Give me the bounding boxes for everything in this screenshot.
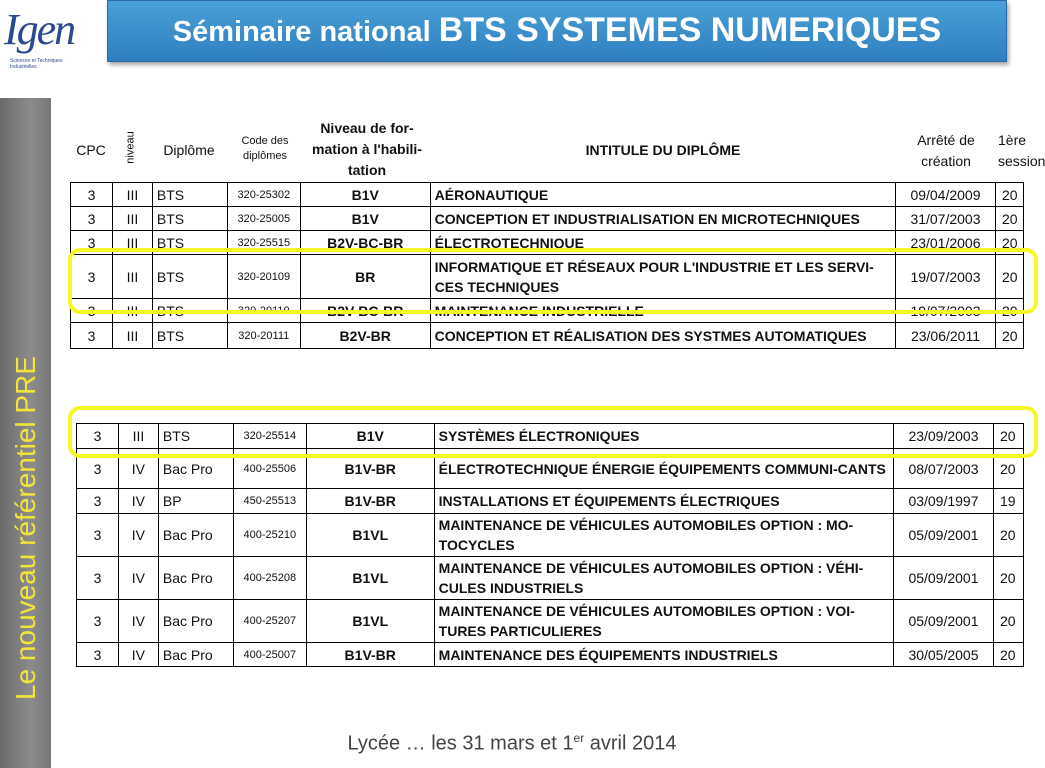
cell-cpc: 3	[71, 255, 113, 299]
highlight-se-row	[68, 406, 1038, 458]
cell-date: 09/04/2009	[896, 183, 996, 207]
cell-diplome: BTS	[158, 424, 233, 449]
cell-niveau: III	[112, 207, 152, 231]
cell-cpc: 3	[77, 514, 119, 557]
cell-diplome: BTS	[152, 207, 227, 231]
cell-diplome: BTS	[152, 299, 227, 323]
cell-diplome: Bac Pro	[158, 557, 233, 600]
cell-habilitation: B1V-BR	[306, 643, 434, 667]
cell-intitule: MAINTENANCE DE VÉHICULES AUTOMOBILES OPTION : VÉHI-CULES INDUSTRIELS	[434, 557, 893, 600]
cell-cpc: 3	[77, 600, 119, 643]
cell-code: 320-20110	[227, 299, 300, 323]
cell-cpc: 3	[77, 489, 119, 514]
cell-cpc: 3	[71, 231, 113, 255]
cell-diplome: Bac Pro	[158, 600, 233, 643]
cell-date: 08/07/2003	[894, 449, 994, 489]
diploma-table-2	[76, 423, 1024, 667]
cell-session: 20	[993, 643, 1023, 667]
cell-date: 05/09/2001	[894, 600, 994, 643]
cell-code: 400-25007	[233, 643, 306, 667]
cell-session: 20	[995, 231, 1023, 255]
header-diplome: Diplôme	[163, 142, 215, 158]
cell-niveau: III	[112, 255, 152, 299]
table-row	[77, 600, 1024, 643]
header-code: Code des diplômes	[241, 135, 289, 162]
table-row	[77, 643, 1024, 667]
cell-niveau: III	[118, 424, 158, 449]
cell-code: 400-25506	[233, 449, 306, 489]
footer-superscript: er	[573, 731, 585, 745]
cell-niveau: III	[112, 323, 152, 349]
cell-niveau: IV	[118, 489, 158, 514]
cell-date: 23/09/2003	[894, 424, 994, 449]
cell-diplome: BTS	[152, 183, 227, 207]
cell-session: 20	[993, 600, 1023, 643]
table-row	[71, 207, 1024, 231]
cell-cpc: 3	[77, 557, 119, 600]
cell-session: 20	[995, 183, 1023, 207]
table-row	[77, 489, 1024, 514]
cell-habilitation: B1VL	[306, 600, 434, 643]
table-row	[77, 514, 1024, 557]
cell-habilitation: B2V-BC-BR	[300, 231, 430, 255]
cell-intitule: SYSTÈMES ÉLECTRONIQUES	[434, 424, 893, 449]
cell-diplome: Bac Pro	[158, 449, 233, 489]
table-row	[71, 323, 1024, 349]
cell-date: 23/01/2006	[896, 231, 996, 255]
side-bar	[0, 98, 51, 768]
header-niveau: niveau	[124, 131, 137, 164]
cell-cpc: 3	[71, 183, 113, 207]
cell-habilitation: B1V-BR	[306, 449, 434, 489]
cell-diplome: BP	[158, 489, 233, 514]
cell-diplome: BTS	[152, 323, 227, 349]
page-title	[108, 11, 1006, 50]
cell-niveau: IV	[118, 643, 158, 667]
cell-code: 400-25208	[233, 557, 306, 600]
cell-cpc: 3	[71, 299, 113, 323]
footer-prefix: Lycée … les 31 mars et 1	[347, 732, 574, 755]
cell-intitule: MAINTENANCE INDUSTRIELLE	[430, 299, 895, 323]
cell-date: 05/09/2001	[894, 514, 994, 557]
cell-intitule: INSTALLATIONS ET ÉQUIPEMENTS ÉLECTRIQUES	[434, 489, 893, 514]
cell-niveau: IV	[118, 449, 158, 489]
footer-caption	[0, 731, 1024, 756]
cell-date: 03/09/1997	[894, 489, 994, 514]
cell-cpc: 3	[77, 449, 119, 489]
cell-cpc: 3	[71, 207, 113, 231]
cell-code: 400-25210	[233, 514, 306, 557]
cell-habilitation: BR	[300, 255, 430, 299]
cell-session: 20	[993, 424, 1023, 449]
cell-cpc: 3	[71, 323, 113, 349]
cell-intitule: CONCEPTION ET INDUSTRIALISATION EN MICROTECHNIQUES	[430, 207, 895, 231]
cell-niveau: IV	[118, 514, 158, 557]
table-row	[77, 557, 1024, 600]
header-intitule: INTITULE DU DIPLÔME	[585, 142, 741, 158]
cell-session: 20	[993, 449, 1023, 489]
header-habilitation: Niveau de for-mation à l'habili-tation	[312, 120, 422, 178]
title-part-1: Séminaire national	[172, 16, 439, 48]
cell-code: 400-25207	[233, 600, 306, 643]
cell-code: 450-25513	[233, 489, 306, 514]
cell-diplome: Bac Pro	[158, 643, 233, 667]
cell-intitule: INFORMATIQUE ET RÉSEAUX POUR L'INDUSTRIE ET LES SERVI-CES TECHNIQUES	[430, 255, 895, 299]
cell-niveau: III	[112, 299, 152, 323]
cell-session: 19	[993, 489, 1023, 514]
cell-session: 20	[993, 557, 1023, 600]
cell-code: 320-20111	[227, 323, 300, 349]
cell-niveau: III	[112, 231, 152, 255]
logo-word: Igen	[4, 5, 75, 54]
cell-intitule: MAINTENANCE DE VÉHICULES AUTOMOBILES OPTION : VOI-TURES PARTICULIERES	[434, 600, 893, 643]
cell-date: 23/06/2011	[896, 323, 996, 349]
title-part-2: BTS SYSTEMES NUMERIQUES	[438, 11, 942, 49]
header-arrete: Arrêté de création	[917, 132, 975, 169]
cell-habilitation: B1VL	[306, 514, 434, 557]
table-row	[71, 183, 1024, 207]
cell-session: 20	[995, 323, 1023, 349]
cell-intitule: AÉRONAUTIQUE	[430, 183, 895, 207]
cell-diplome: BTS	[152, 255, 227, 299]
cell-code: 320-25005	[227, 207, 300, 231]
cell-intitule: CONCEPTION ET RÉALISATION DES SYSTMES AUTOMATIQUES	[430, 323, 895, 349]
cell-session: 20	[995, 255, 1023, 299]
cell-habilitation: B1V	[306, 424, 434, 449]
cell-habilitation: B2V-BC-BR	[300, 299, 430, 323]
highlight-ir-row	[68, 248, 1038, 314]
cell-habilitation: B1V	[300, 207, 430, 231]
cell-date: 19/07/2003	[896, 255, 996, 299]
cell-cpc: 3	[77, 424, 119, 449]
cell-code: 320-25515	[227, 231, 300, 255]
cell-habilitation: B2V-BR	[300, 323, 430, 349]
cell-diplome: Bac Pro	[158, 514, 233, 557]
cell-code: 320-20109	[227, 255, 300, 299]
cell-session: 20	[995, 207, 1023, 231]
cell-date: 19/07/2003	[896, 299, 996, 323]
cell-session: 20	[995, 299, 1023, 323]
cell-niveau: IV	[118, 600, 158, 643]
igen-logo	[0, 0, 90, 86]
sidebar-title: Le nouveau référentiel PRE	[10, 356, 41, 700]
cell-habilitation: B1VL	[306, 557, 434, 600]
header-cpc: CPC	[76, 142, 106, 158]
cell-session: 20	[993, 514, 1023, 557]
cell-date: 31/07/2003	[896, 207, 996, 231]
cell-intitule: MAINTENANCE DES ÉQUIPEMENTS INDUSTRIELS	[434, 643, 893, 667]
cell-code: 320-25514	[233, 424, 306, 449]
logo-subtitle: Sciences et Techniques Industrielles	[10, 58, 63, 70]
cell-code: 320-25302	[227, 183, 300, 207]
cell-date: 05/09/2001	[894, 557, 994, 600]
cell-niveau: III	[112, 183, 152, 207]
cell-cpc: 3	[77, 643, 119, 667]
cell-intitule: MAINTENANCE DE VÉHICULES AUTOMOBILES OPTION : MO-TOCYCLES	[434, 514, 893, 557]
cell-intitule: ÉLECTROTECHNIQUE ÉNERGIE ÉQUIPEMENTS COMMUNI-CANTS	[434, 449, 893, 489]
footer-suffix: avril 2014	[584, 732, 677, 755]
header-banner	[107, 0, 1007, 62]
header-session: 1ère session	[998, 132, 1045, 169]
cell-date: 30/05/2005	[894, 643, 994, 667]
cell-habilitation: B1V-BR	[306, 489, 434, 514]
cell-intitule: ÉLECTROTECHNIQUE	[430, 231, 895, 255]
cell-habilitation: B1V	[300, 183, 430, 207]
cell-niveau: IV	[118, 557, 158, 600]
cell-diplome: BTS	[152, 231, 227, 255]
